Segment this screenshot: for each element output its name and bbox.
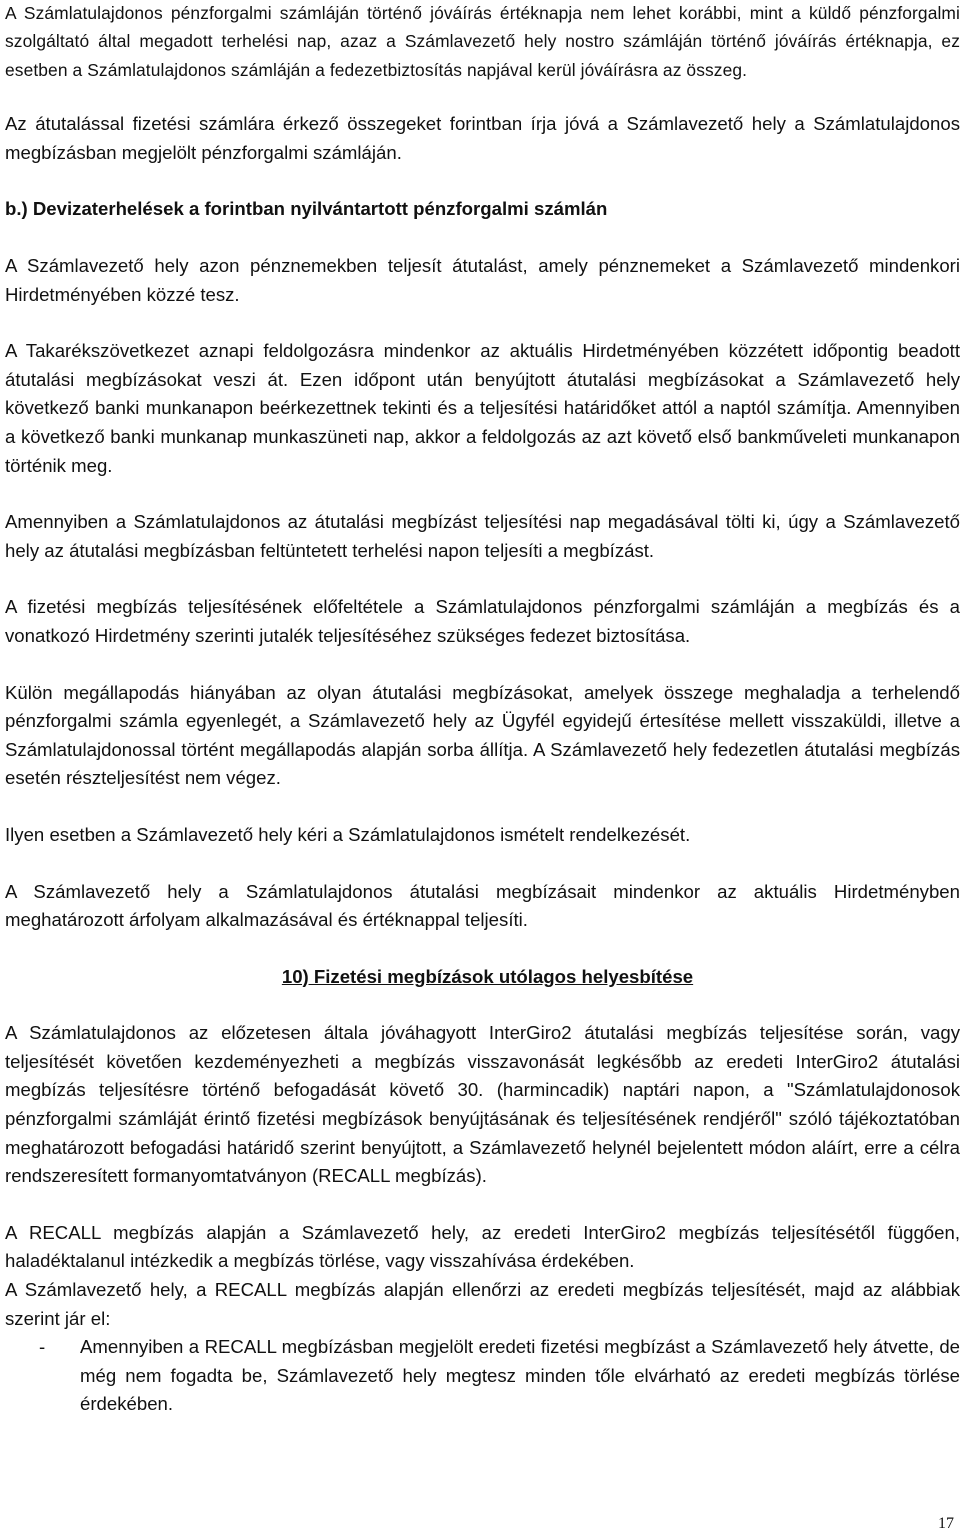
paragraph-gap [5, 480, 960, 508]
paragraph-gap [5, 651, 960, 679]
paragraph-execution-date: Amennyiben a Számlatulajdonos az átutalási megbízást teljesítési nap megadásával tölti ki, úgy a Számlavezető hely az átutalási megbízásban feltüntetett terhelési napon teljesíti a megbízást. [5, 511, 960, 561]
paragraph-precondition: A fizetési megbízás teljesítésének előfeltétele a Számlatulajdonos pénzforgalmi számláján a megbízás és a vonatkozó Hirdetmény szerinti jutalék teljesítéséhez szükséges fedezet biztosítása. [5, 596, 960, 646]
paragraph-insufficient-funds: Külön megállapodás hiányában az olyan átutalási megbízásokat, amelyek összege meghaladja a terhelendő pénzforgalmi számla egyenlegét, a Számlavezető hely az Ügyfél egyidejű értesítése mellett visszaküldi, illetve a Számlatulajdonossal történt megállapodás alapján sorba állítja. A Számlavezető hely fedezetlen átutalási megbízás esetén részteljesítést nem végez. [5, 681, 960, 789]
paragraph-gap [5, 224, 960, 252]
document-page [5, 0, 960, 1419]
paragraph-currencies: A Számlavezető hely azon pénznemekben teljesít átutalást, amely pénznemeket a Számlavezető mindenkori Hirdetményében közzé tesz. [5, 255, 960, 305]
paragraph-value-date: A Számlatulajdonos pénzforgalmi számláján történő jóváírás értéknapja nem lehet korábbi, mint a küldő pénzforgalmi szolgáltató által megadott terhelési nap, azaz a Számlavezető hely nostro számláján történő jóváírás értéknapja, ez esetben a Számlatulajdonos számláján a fedezetbiztosítás napjával kerül jóváírásra az összeg. [5, 3, 960, 80]
paragraph-gap [5, 309, 960, 337]
paragraph-gap [5, 991, 960, 1019]
list-item-text: Amennyiben a RECALL megbízásban megjelölt eredeti fizetési megbízást a Számlavezető hely átvette, de még nem fogadta be, Számlavezető hely megtesz minden tőle elvárható az eredeti megbízás törlése érdekében. [80, 1336, 960, 1415]
list-dash: - [39, 1336, 46, 1358]
paragraph-gap [5, 565, 960, 593]
section-heading-b: b.) Devizaterhelések a forintban nyilvántartott pénzforgalmi számlán [5, 198, 608, 220]
section-title-10 [5, 963, 960, 992]
paragraph-exchange-rate: A Számlavezető hely a Számlatulajdonos átutalási megbízásait mindenkor az aktuális Hirdetményben meghatározott árfolyam alkalmazásával és értéknappal teljesíti. [5, 880, 960, 931]
paragraph-repeated-instruction: Ilyen esetben a Számlavezető hely kéri a Számlatulajdonos ismételt rendelkezését. [5, 823, 691, 845]
paragraph-forint-credit: Az átutalással fizetési számlára érkező összegeket forintban írja jóvá a Számlavezető hely a Számlatulajdonos megbízásban megjelölt pénzforgalmi számláján. [5, 113, 960, 163]
paragraph-gap [5, 850, 960, 878]
paragraph-gap [5, 167, 960, 195]
paragraph-recall-check: A Számlavezető hely, a RECALL megbízás alapján ellenőrzi az eredeti megbízás teljesítését, majd az alábbiak szerint jár el: [5, 1279, 960, 1329]
paragraph-gap [5, 793, 960, 821]
recall-steps-list [5, 1333, 960, 1419]
paragraph-recall-initiation: A Számlatulajdonos az előzetesen általa jóváhagyott InterGiro2 átutalási megbízás teljesítése során, vagy teljesítését követően kezdeményezheti a megbízás visszavonását legkésőbb az eredeti InterGiro2 átutalási megbízás teljesítésre történő befogadását követő 30. (harmincadik) naptári napon, a "Számlatulajdonosok pénzforgalmi számláját érintő fizetési megbízások benyújtásának és teljesítésének rendjéről" szóló tájékoztatóban meghatározott befogadási határidő szerint benyújtott, a Számlavezető helynél bejelentett módon aláírt, erre a célra rendszeresített formanyomtatványon (RECALL megbízás). [5, 1022, 960, 1187]
list-item [5, 1333, 960, 1419]
paragraph-gap [5, 1191, 960, 1219]
paragraph-gap [5, 935, 960, 963]
page-number: 17 [938, 1515, 954, 1532]
paragraph-recall-action: A RECALL megbízás alapján a Számlavezető hely, az eredeti InterGiro2 megbízás teljesítésétől függően, haladéktalanul intézkedik a megbízás törlése, vagy visszahívása érdekében. [5, 1221, 960, 1272]
section-title-text: 10) Fizetési megbízások utólagos helyesbítése [281, 965, 694, 987]
paragraph-gap [5, 84, 960, 112]
paragraph-processing-time: A Takarékszövetkezet aznapi feldolgozásra mindenkor az aktuális Hirdetményében közzétett időpontig beadott átutalási megbízásokat veszi át. Ezen időpont után benyújtott átutalási megbízásokat a Számlavezető hely következő banki munkanapon beérkezettnek tekinti és a teljesítési határidőket attól a naptól számítja. Amennyiben a következő banki munkanap munkaszüneti nap, akkor a feldolgozás az azt követő első bankműveleti munkanapon történik meg. [5, 340, 960, 476]
